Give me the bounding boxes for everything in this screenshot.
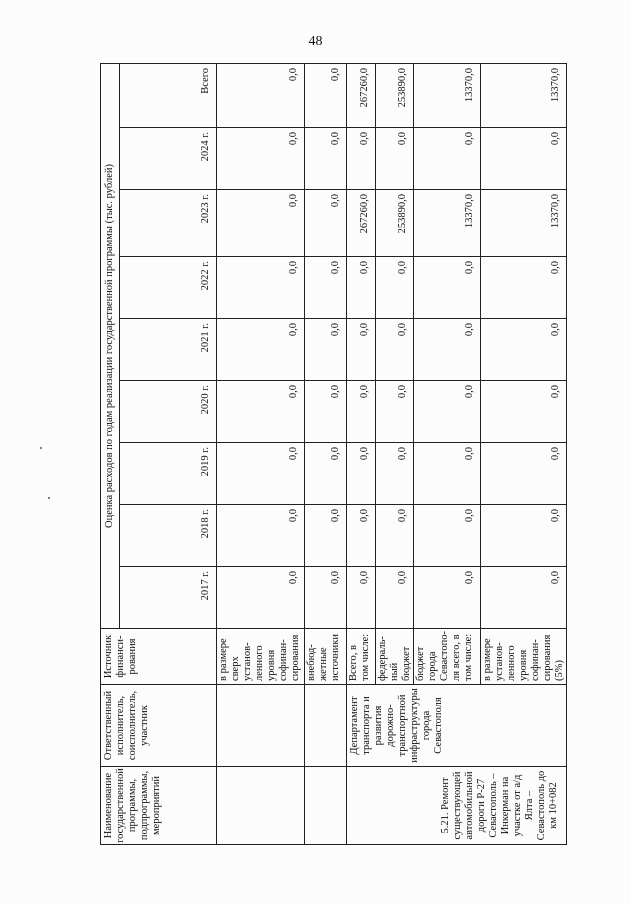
source-cell: внебюд-жетные источники — [305, 629, 347, 685]
value-cell: 0,0 — [481, 381, 567, 443]
value-cell: 0,0 — [414, 128, 481, 190]
year-header: 2019 г. — [120, 443, 217, 505]
value-cell: 0,0 — [305, 190, 347, 257]
budget-table — [100, 63, 567, 845]
value-cell: 0,0 — [217, 381, 305, 443]
value-cell: 0,0 — [414, 319, 481, 381]
scan-speck — [48, 497, 50, 499]
value-cell: 0,0 — [481, 128, 567, 190]
source-cell: в размере сверх установ-ленного уровня софинан-сирования — [217, 629, 305, 685]
value-cell: 0,0 — [347, 505, 376, 567]
source-cell: Всего, в том числе: — [347, 629, 376, 685]
value-cell: 0,0 — [217, 567, 305, 629]
value-cell: 0,0 — [217, 128, 305, 190]
value-cell: 0,0 — [347, 381, 376, 443]
value-cell: 0,0 — [376, 128, 414, 190]
measure-executor-cell: Департамент транспорта и развития дорожно-транспортной инфраструктуры города Севастополя — [347, 685, 567, 767]
value-cell: 0,0 — [305, 381, 347, 443]
value-cell: 0,0 — [217, 190, 305, 257]
header-source: Источник финанси-рования — [101, 629, 217, 685]
value-cell: 0,0 — [305, 505, 347, 567]
value-cell: 0,0 — [305, 128, 347, 190]
source-cell: в размере установ-ленного уровня софинан-сирования (5%) — [481, 629, 567, 685]
empty-name-cell — [217, 767, 305, 845]
page-number: 48 — [308, 34, 323, 49]
year-header: 2023 г. — [120, 190, 217, 257]
value-cell: 0,0 — [376, 567, 414, 629]
value-cell: 0,0 — [217, 505, 305, 567]
value-cell: 267260,0 — [347, 63, 376, 127]
value-cell: 253890,0 — [376, 190, 414, 257]
value-cell: 0,0 — [376, 443, 414, 505]
header-estimate: Оценка расходов по годам реализации государственной программы (тыс. рублей) — [101, 63, 120, 628]
value-cell: 0,0 — [305, 567, 347, 629]
value-cell: 0,0 — [414, 257, 481, 319]
value-cell: 0,0 — [217, 257, 305, 319]
year-header: 2021 г. — [120, 319, 217, 381]
value-cell: 0,0 — [481, 319, 567, 381]
value-cell: 0,0 — [347, 443, 376, 505]
empty-executor-cell — [305, 685, 347, 767]
year-header: 2022 г. — [120, 257, 217, 319]
value-cell: 13370,0 — [414, 190, 481, 257]
value-cell: 0,0 — [376, 257, 414, 319]
scan-speck — [40, 447, 42, 449]
value-cell: 0,0 — [217, 63, 305, 127]
year-header: 2024 г. — [120, 128, 217, 190]
header-name: Наименование государственной программы, подпрограммы, мероприятий — [101, 767, 217, 845]
value-cell: 0,0 — [414, 381, 481, 443]
value-cell: 0,0 — [305, 63, 347, 127]
value-cell: 0,0 — [347, 128, 376, 190]
table-row — [217, 63, 305, 844]
value-cell: 0,0 — [305, 319, 347, 381]
value-cell: 0,0 — [347, 257, 376, 319]
source-cell: федераль-ный бюджет — [376, 629, 414, 685]
year-header: 2020 г. — [120, 381, 217, 443]
value-cell: 0,0 — [376, 319, 414, 381]
value-cell: 0,0 — [481, 567, 567, 629]
value-cell: 0,0 — [217, 319, 305, 381]
value-cell: 0,0 — [414, 505, 481, 567]
year-header: 2018 г. — [120, 505, 217, 567]
value-cell: 0,0 — [347, 567, 376, 629]
value-cell: 0,0 — [481, 257, 567, 319]
value-cell: 253890,0 — [376, 63, 414, 127]
header-executor: Ответственный исполнитель, соисполнитель, участник — [101, 685, 217, 767]
table-row — [347, 63, 376, 844]
measure-name-cell: 5.21. Ремонт существующей автомобильной дороги Р-27 Севастополь – Инкерман на участке от а/д Ялта – Севастополь до км 10+082 — [347, 767, 567, 845]
year-header: 2017 г. — [120, 567, 217, 629]
value-cell: 13370,0 — [481, 190, 567, 257]
value-cell: 0,0 — [481, 443, 567, 505]
value-cell: 0,0 — [347, 319, 376, 381]
source-cell: бюджет города Севастопо-ля всего, в том числе: — [414, 629, 481, 685]
value-cell: 0,0 — [305, 257, 347, 319]
value-cell: 13370,0 — [414, 63, 481, 127]
value-cell: 0,0 — [481, 505, 567, 567]
empty-name-cell — [305, 767, 347, 845]
value-cell: 0,0 — [376, 381, 414, 443]
value-cell: 0,0 — [414, 443, 481, 505]
value-cell: 0,0 — [376, 505, 414, 567]
empty-executor-cell — [217, 685, 305, 767]
rotated-table-wrapper — [100, 63, 565, 845]
value-cell: 0,0 — [414, 567, 481, 629]
value-cell: 267260,0 — [347, 190, 376, 257]
value-cell: 13370,0 — [481, 63, 567, 127]
table-row — [305, 63, 347, 844]
value-cell: 0,0 — [217, 443, 305, 505]
value-cell: 0,0 — [305, 443, 347, 505]
year-header: Всего — [120, 63, 217, 127]
